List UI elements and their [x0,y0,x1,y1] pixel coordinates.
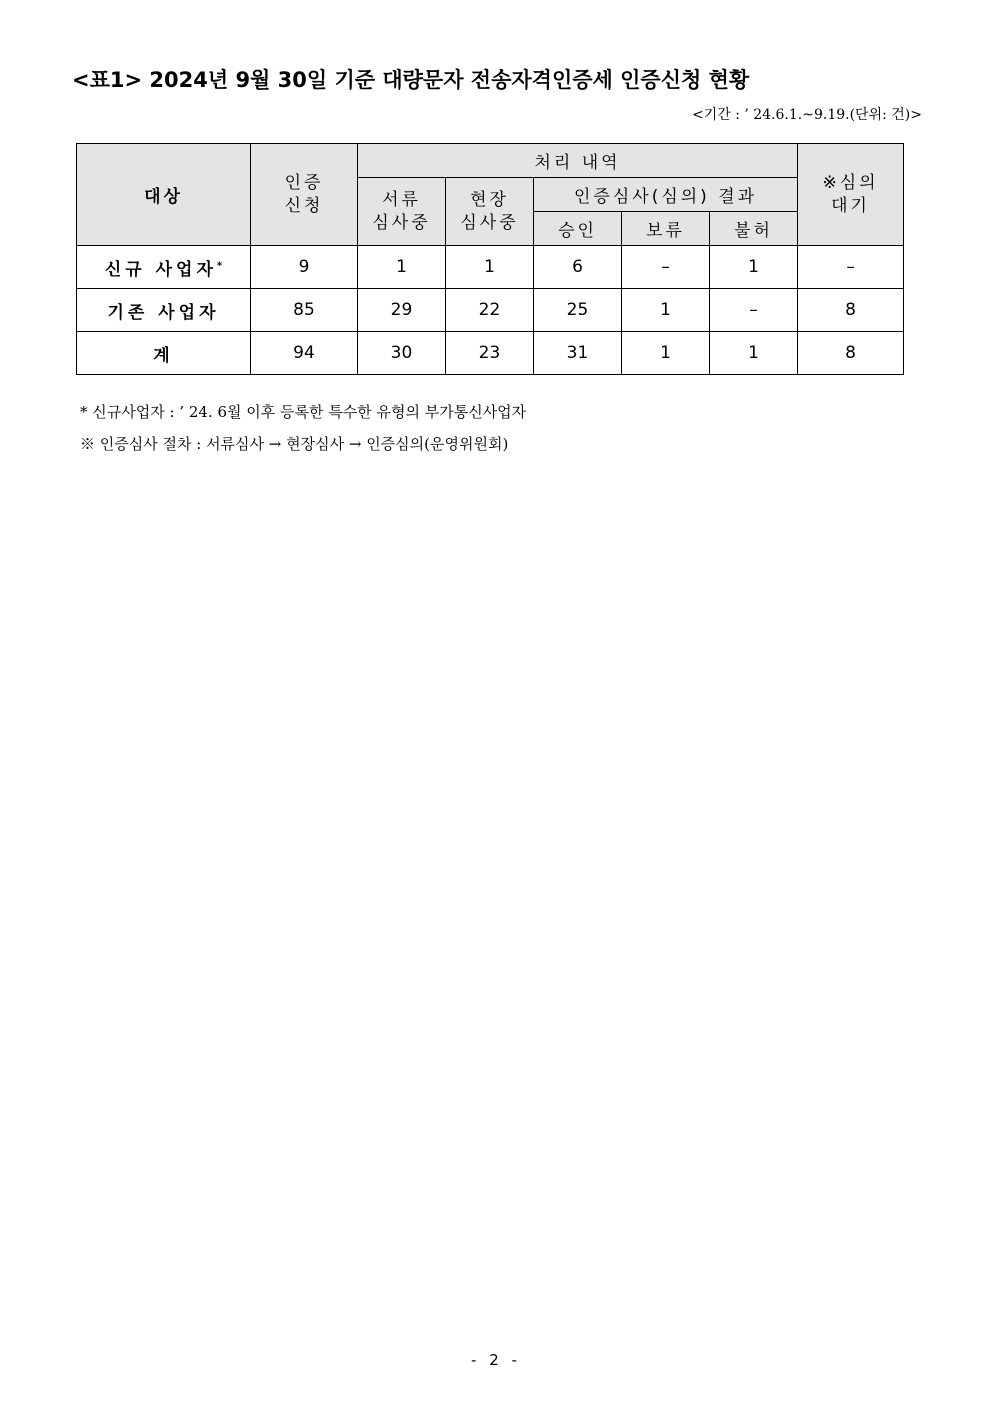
cell-site-review: 1 [446,246,534,289]
header-doc-review: 서류 심사중 [358,178,446,246]
footnote-procedure: ※ 인증심사 절차 : 서류심사 → 현장심사 → 인증심의(운영위원회) [80,435,509,453]
cell-rejected: 1 [710,332,798,375]
header-site-review: 현장 심사중 [446,178,534,246]
table-row [77,289,904,332]
header-pending: 보류 [622,212,710,246]
cell-pending: 1 [622,289,710,332]
certification-status-table [76,143,904,375]
row-label: 기존 사업자 [77,289,251,332]
cell-pending: 1 [622,332,710,375]
table-row-total [77,332,904,375]
cell-applied: 9 [251,246,358,289]
table-title: <표1> 2024년 9월 30일 기준 대량문자 전송자격인증세 인증신청 현황 [72,68,750,92]
header-target: 대상 [77,144,251,246]
table-row [77,246,904,289]
footnote-new-operator: * 신규사업자 : ’ 24. 6월 이후 등록한 특수한 유형의 부가통신사업자 [80,403,527,421]
cell-approved: 31 [534,332,622,375]
header-processing: 처리 내역 [358,144,798,178]
cell-awaiting: 8 [798,332,904,375]
cell-doc-review: 30 [358,332,446,375]
cell-approved: 6 [534,246,622,289]
row-label: 신규 사업자* [77,246,251,289]
cell-applied: 85 [251,289,358,332]
footnotes [80,396,526,460]
page-number: - 2 - [471,1351,521,1369]
header-rejected: 불허 [710,212,798,246]
cell-approved: 25 [534,289,622,332]
header-result-group: 인증심사(심의) 결과 [534,178,798,212]
cell-site-review: 22 [446,289,534,332]
header-awaiting: ※심의 대기 [798,144,904,246]
cell-applied: 94 [251,332,358,375]
cell-awaiting: 8 [798,289,904,332]
header-approved: 승인 [534,212,622,246]
cell-rejected: – [710,289,798,332]
cell-rejected: 1 [710,246,798,289]
cell-pending: – [622,246,710,289]
cell-awaiting: – [798,246,904,289]
cell-doc-review: 29 [358,289,446,332]
cell-doc-review: 1 [358,246,446,289]
period-note: <기간 : ’ 24.6.1.~9.19.(단위: 건)> [691,107,922,123]
header-applied: 인증 신청 [251,144,358,246]
cell-site-review: 23 [446,332,534,375]
row-label: 계 [77,332,251,375]
